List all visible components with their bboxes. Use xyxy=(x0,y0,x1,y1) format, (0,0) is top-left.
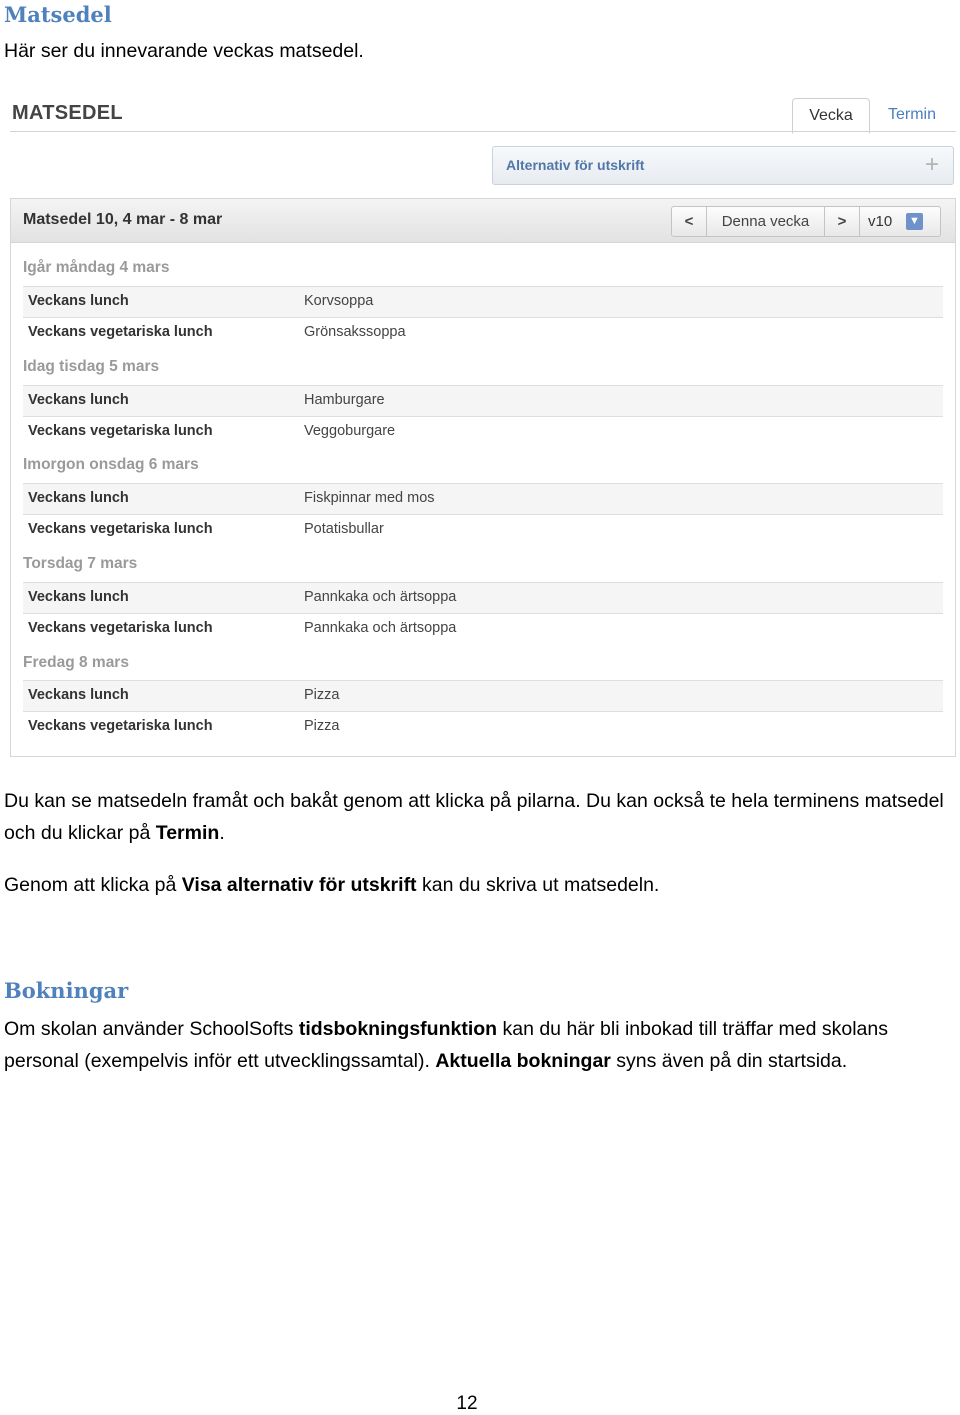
intro-text: Här ser du innevarande veckas matsedel. xyxy=(4,40,364,62)
text-run: kan du här bli inbokad till träffar med skolans personal (exempelvis inför ett utvecklingssamtal). xyxy=(4,1018,888,1072)
menu-header xyxy=(11,199,955,243)
plus-icon[interactable]: + xyxy=(924,151,939,178)
meal-row xyxy=(23,711,943,742)
navigation-explanation xyxy=(4,785,954,849)
text-run-bold: Aktuella bokningar xyxy=(435,1050,611,1072)
text-run-bold: tidsbokningsfunktion xyxy=(298,1018,498,1040)
tab-vecka[interactable]: Vecka xyxy=(792,98,870,134)
matsedel-title: MATSEDEL xyxy=(12,102,123,124)
day-label: Idag tisdag 5 mars xyxy=(23,358,160,375)
week-select[interactable] xyxy=(860,207,940,236)
text-run: Om skolan använder SchoolSofts xyxy=(4,1018,299,1040)
day-label: Imorgon onsdag 6 mars xyxy=(23,456,199,473)
meal-type: Veckans lunch xyxy=(28,589,129,605)
section-heading-bokningar: Bokningar xyxy=(4,978,129,1003)
meal-type: Veckans vegetariska lunch xyxy=(28,423,213,439)
meal-type: Veckans vegetariska lunch xyxy=(28,324,213,340)
week-navigation xyxy=(671,206,941,237)
menu-panel xyxy=(10,198,956,757)
meal-row xyxy=(23,317,943,348)
print-options-label: Alternativ för utskrift xyxy=(506,157,645,173)
meal-row xyxy=(23,286,943,317)
next-week-button[interactable]: > xyxy=(825,207,860,236)
meal-name: Grönsakssoppa xyxy=(304,324,406,340)
meal-name: Korvsoppa xyxy=(304,293,374,309)
meal-row xyxy=(23,385,943,416)
meal-type: Veckans vegetariska lunch xyxy=(28,718,213,734)
day-label: Fredag 8 mars xyxy=(23,654,129,671)
print-explanation xyxy=(4,869,954,901)
meal-type: Veckans lunch xyxy=(28,490,129,506)
bokningar-text xyxy=(4,1013,954,1077)
meal-row xyxy=(23,680,943,711)
chevron-down-icon[interactable]: ▼ xyxy=(906,213,923,230)
meal-name: Fiskpinnar med mos xyxy=(304,490,435,506)
meal-row xyxy=(23,514,943,545)
meal-name: Pannkaka och ärtsoppa xyxy=(304,589,457,605)
current-week-button[interactable]: Denna vecka xyxy=(707,207,825,236)
meal-type: Veckans lunch xyxy=(28,392,129,408)
meal-row xyxy=(23,483,943,514)
print-options-bar[interactable] xyxy=(492,146,954,185)
meal-name: Pizza xyxy=(304,718,340,734)
day-label: Igår måndag 4 mars xyxy=(23,259,170,276)
meal-type: Veckans vegetariska lunch xyxy=(28,620,213,636)
text-run-bold: Visa alternativ för utskrift xyxy=(181,874,417,896)
title-divider xyxy=(10,131,956,132)
text-run: kan du skriva ut matsedeln. xyxy=(416,874,660,896)
text-run: Du kan se matsedeln framåt och bakåt genom att klicka på pilarna. Du kan också te hela terminens matsedel och du klickar på xyxy=(4,790,944,844)
text-run: Genom att klicka på xyxy=(4,874,182,896)
menu-week-title: Matsedel 10, 4 mar - 8 mar xyxy=(23,211,223,228)
meal-row xyxy=(23,582,943,613)
meal-row xyxy=(23,416,943,447)
meal-type: Veckans vegetariska lunch xyxy=(28,521,213,537)
tab-termin[interactable]: Termin xyxy=(887,106,936,123)
meal-row xyxy=(23,613,943,644)
matsedel-screenshot xyxy=(10,96,956,758)
text-run: . xyxy=(219,822,225,844)
meal-name: Pizza xyxy=(304,687,340,703)
text-run: syns även på din startsida. xyxy=(610,1050,848,1072)
meal-type: Veckans lunch xyxy=(28,687,129,703)
meal-type: Veckans lunch xyxy=(28,293,129,309)
meal-name: Pannkaka och ärtsoppa xyxy=(304,620,457,636)
section-heading-matsedel: Matsedel xyxy=(4,2,112,27)
text-run-bold: Termin xyxy=(155,822,220,844)
previous-week-button[interactable]: < xyxy=(672,207,707,236)
meal-name: Potatisbullar xyxy=(304,521,384,537)
page-number: 12 xyxy=(456,1393,478,1414)
meal-name: Veggoburgare xyxy=(304,423,396,439)
week-select-value: v10 xyxy=(868,213,893,230)
meal-name: Hamburgare xyxy=(304,392,385,408)
day-label: Torsdag 7 mars xyxy=(23,555,138,572)
